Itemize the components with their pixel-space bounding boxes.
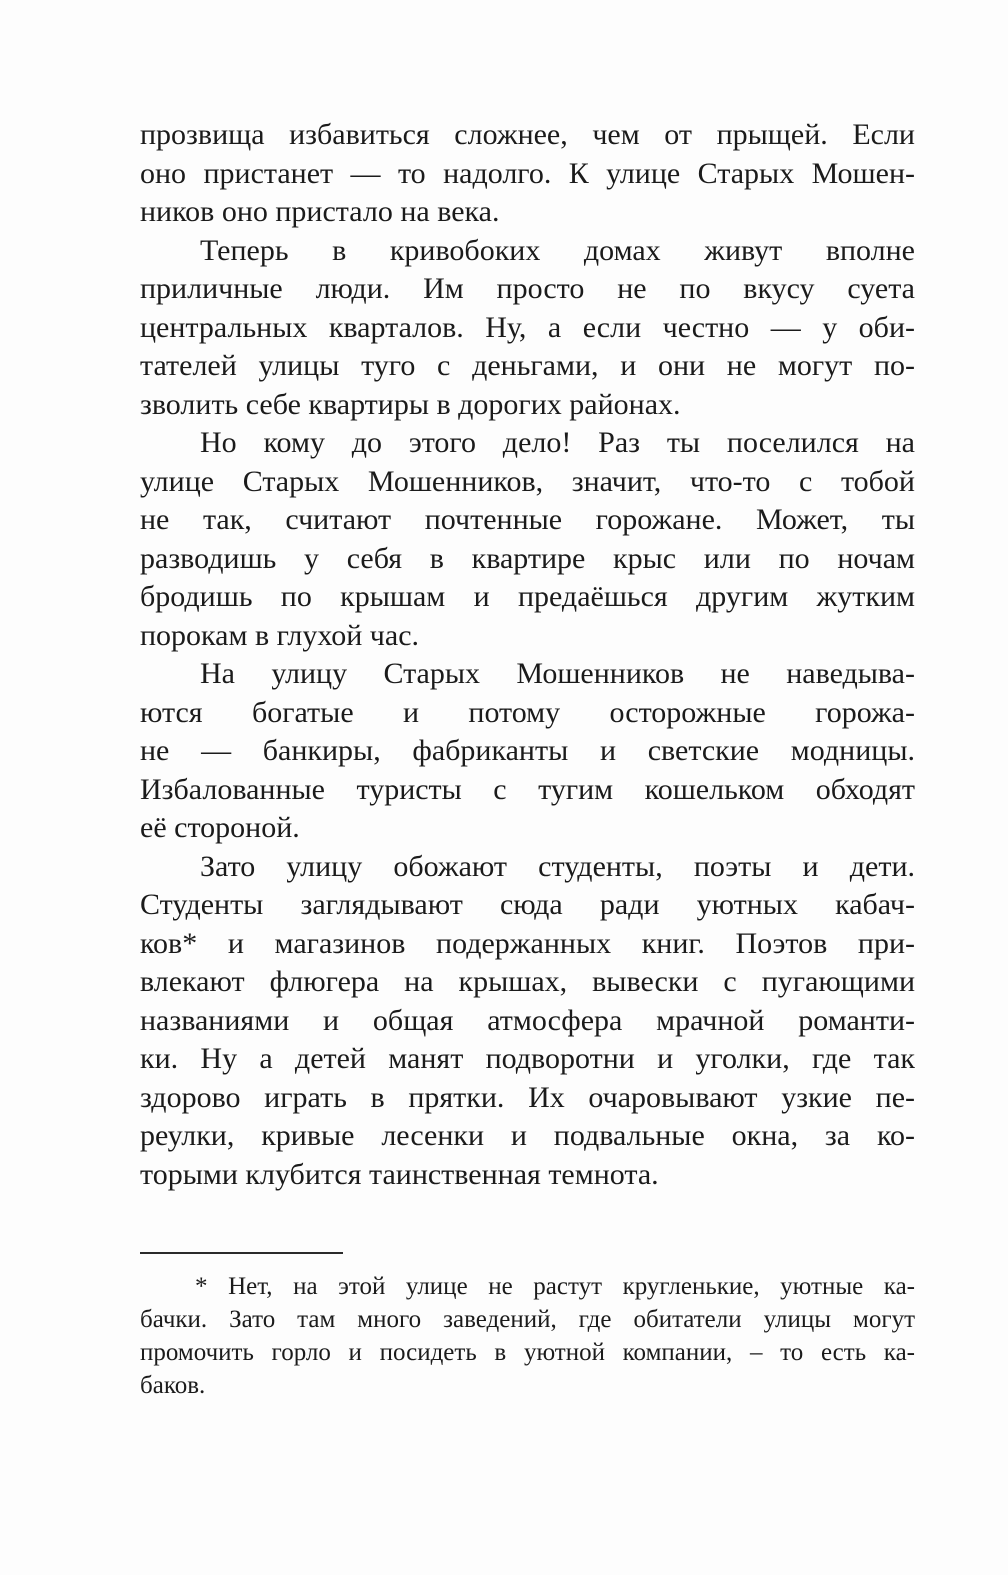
paragraph	[140, 116, 915, 232]
text-line: не — банкиры, фабриканты и светские модницы.	[140, 734, 915, 767]
footnote-line: бачки. Зато там много заведений, где обитатели улицы могут	[140, 1306, 915, 1333]
text-line: реулки, кривые лесенки и подвальные окна, за ко-	[140, 1119, 915, 1152]
text-line: прозвища избавиться сложнее, чем от прыщей. Если	[140, 118, 915, 151]
text-line: Избалованные туристы с тугим кошельком обходят	[140, 772, 915, 806]
text-line: ников оно пристало на века.	[140, 195, 500, 228]
footnote-separator	[140, 1252, 343, 1254]
footnote	[140, 1270, 915, 1402]
text-line: торыми клубится таинственная темнота.	[140, 1157, 659, 1191]
text-line: ются богатые и потому осторожные горожа-	[140, 695, 915, 729]
main-text-block	[140, 116, 915, 1194]
paragraph	[140, 848, 915, 1195]
text-line: улице Старых Мошенников, значит, что-то с тобой	[140, 464, 915, 498]
text-line: Студенты заглядывают сюда ради уютных кабач-	[140, 888, 915, 921]
paragraph	[140, 655, 915, 848]
text-line: На улицу Старых Мошенников не наведыва-	[200, 657, 915, 690]
text-line: оно пристанет — то надолго. К улице Старых Мошен-	[140, 156, 915, 190]
text-line: центральных кварталов. Ну, а если честно — у оби-	[140, 310, 915, 344]
paragraph	[140, 424, 915, 655]
text-line: Зато улицу обожают студенты, поэты и дети.	[200, 849, 915, 883]
text-line: Но кому до этого дело! Раз ты поселился на	[200, 426, 915, 459]
text-line: зволить себе квартиры в дорогих районах.	[140, 387, 681, 421]
text-line: названиями и общая атмосфера мрачной романти-	[140, 1003, 915, 1037]
paragraph	[140, 232, 915, 425]
text-line: тателей улицы туго с деньгами, и они не могут по-	[140, 349, 915, 382]
text-line: не так, считают почтенные горожане. Может, ты	[140, 503, 915, 536]
footnote-line: * Нет, на этой улице не растут кругленькие, уютные ка-	[195, 1273, 915, 1300]
text-line: влекают флюгера на крышах, вывески с пугающими	[140, 965, 915, 998]
text-line: ков* и магазинов подержанных книг. Поэтов при-	[140, 926, 915, 960]
text-line: разводишь у себя в квартире крыс или по ночам	[140, 541, 915, 575]
footnote-line: промочить горло и посидеть в уютной компании, – то есть ка-	[140, 1339, 915, 1366]
footnote-line: баков.	[140, 1372, 206, 1399]
text-line: бродишь по крышам и предаёшься другим жутким	[140, 580, 915, 613]
text-line: ки. Ну а детей манят подворотни и уголки, где так	[140, 1042, 915, 1075]
text-line: приличные люди. Им просто не по вкусу суета	[140, 272, 915, 305]
text-line: порокам в глухой час.	[140, 618, 420, 652]
text-line: здорово играть в прятки. Их очаровывают узкие пе-	[140, 1080, 915, 1114]
text-line: Теперь в кривобоких домах живут вполне	[200, 233, 915, 267]
text-line: её стороной.	[140, 811, 300, 844]
